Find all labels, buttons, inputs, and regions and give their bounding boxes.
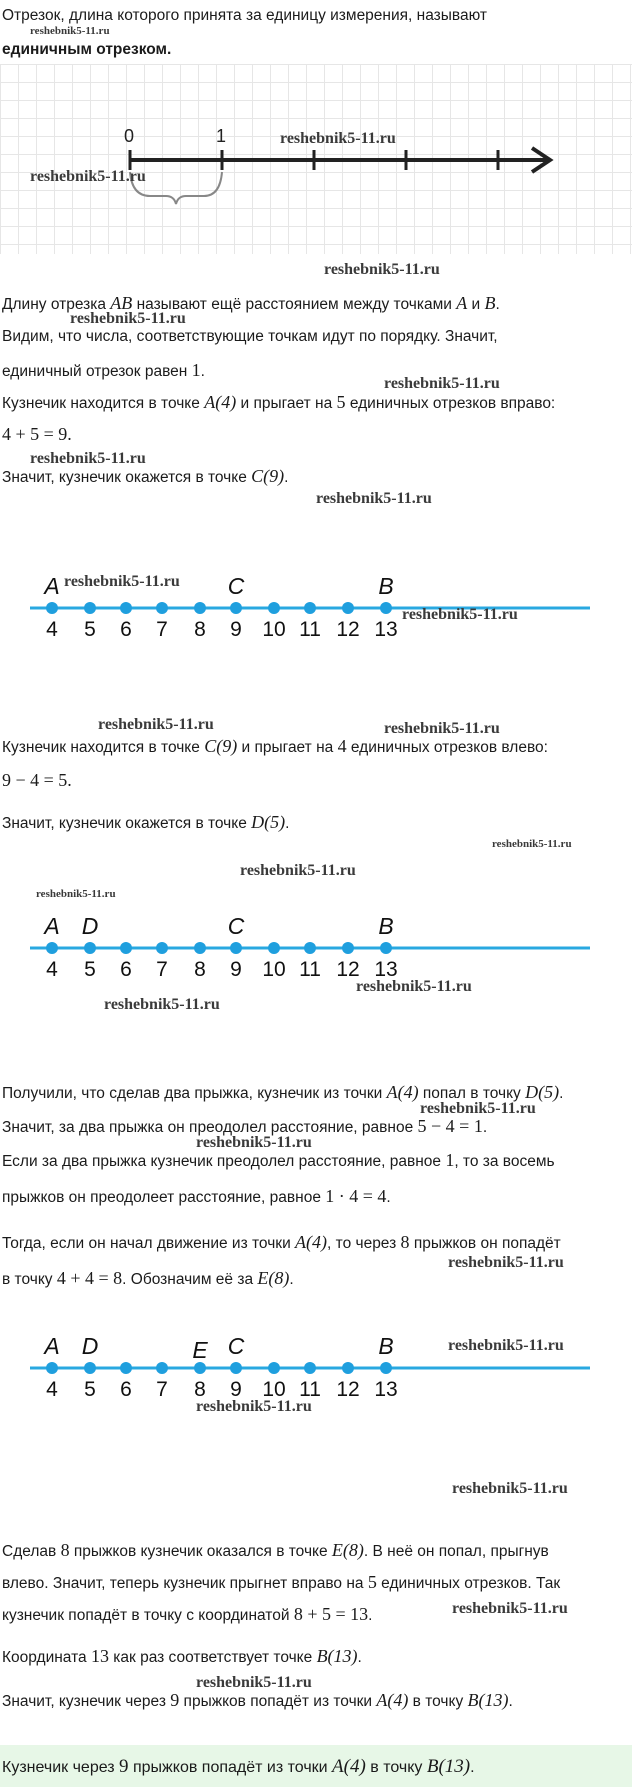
watermark: reshebnik5-11.ru — [316, 490, 432, 507]
watermark: reshebnik5-11.ru — [448, 1254, 564, 1271]
tick-label-10: 10 — [262, 1378, 286, 1401]
tick-label-7: 7 — [156, 618, 168, 641]
tick-label-9: 9 — [230, 958, 242, 981]
label-0: 0 — [124, 126, 135, 146]
number-line-3-svg — [0, 1315, 632, 1435]
intro-line-2: единичным отрезком. — [2, 41, 172, 58]
watermark: reshebnik5-11.ru — [70, 310, 186, 327]
tick-label-4: 4 — [46, 958, 58, 981]
point-9 — [230, 942, 242, 954]
answer-box — [0, 1745, 632, 1787]
text-line: Значит, кузнечик через 9 прыжков попадёт из точки A(4) в точку B(13). — [2, 1690, 513, 1710]
watermark: reshebnik5-11.ru — [36, 888, 116, 900]
tick-label-11: 11 — [299, 1378, 321, 1401]
text-line: в точку 4 + 4 = 8. Обозначим её за E(8). — [2, 1268, 294, 1288]
watermark: reshebnik5-11.ru — [492, 838, 572, 850]
intro-line-1: Отрезок, длина которого принята за единицу измерения, называют — [2, 7, 487, 24]
point-9 — [230, 1362, 242, 1374]
watermark: reshebnik5-11.ru — [30, 450, 146, 467]
point-label-E: E — [192, 1337, 208, 1363]
point-5 — [84, 602, 96, 614]
text-line: Длину отрезка AB называют ещё расстоянием между точками A и B. — [2, 293, 500, 313]
watermark: reshebnik5-11.ru — [240, 862, 356, 879]
point-11 — [304, 602, 316, 614]
point-8 — [194, 1362, 206, 1374]
number-line-3 — [0, 1315, 632, 1435]
number-line-2-svg — [0, 895, 632, 1015]
tick-label-5: 5 — [84, 958, 96, 981]
tick-label-6: 6 — [120, 618, 132, 641]
tick-label-12: 12 — [336, 1378, 360, 1401]
text-line: Кузнечик находится в точке A(4) и прыгает на 5 единичных отрезков вправо: — [2, 392, 556, 412]
text-line: Если за два прыжка кузнечик преодолел расстояние, равное 1, то за восемь — [2, 1150, 555, 1170]
watermark: reshebnik5-11.ru — [420, 1100, 536, 1117]
watermark: reshebnik5-11.ru — [30, 168, 146, 185]
point-label-B: B — [378, 1333, 394, 1359]
tick-label-10: 10 — [262, 618, 286, 641]
point-label-A: A — [44, 1333, 60, 1359]
text-line: 9 − 4 = 5. — [2, 770, 72, 790]
text-line: единичный отрезок равен 1. — [2, 360, 205, 380]
point-label-B: B — [378, 913, 394, 939]
text-line: Значит, кузнечик окажется в точке C(9). — [2, 466, 289, 486]
tick-label-12: 12 — [336, 618, 360, 641]
tick-label-7: 7 — [156, 958, 168, 981]
tick-label-7: 7 — [156, 1378, 168, 1401]
text-line: кузнечик попадёт в точку с координатой 8 + 5 = 13. — [2, 1604, 373, 1624]
point-5 — [84, 1362, 96, 1374]
text-line: Получили, что сделав два прыжка, кузнечик из точки A(4) попал в точку D(5). — [2, 1082, 564, 1102]
point-label-B: B — [378, 573, 394, 599]
point-4 — [46, 602, 58, 614]
watermark: reshebnik5-11.ru — [384, 720, 500, 737]
tick-label-11: 11 — [299, 958, 321, 981]
tick-label-13: 13 — [374, 1378, 398, 1401]
point-13 — [380, 1362, 392, 1374]
text-line: Значит, за два прыжка он преодолел расстояние, равное 5 − 4 = 1. — [2, 1116, 488, 1136]
tick-label-12: 12 — [336, 958, 360, 981]
point-6 — [120, 1362, 132, 1374]
text-line: Сделав 8 прыжков кузнечик оказался в точке E(8). В неё он попал, прыгнув — [2, 1540, 549, 1560]
text-line: Тогда, если он начал движение из точки A(4), то через 8 прыжков он попадёт — [2, 1232, 561, 1252]
tick-label-6: 6 — [120, 1378, 132, 1401]
tick-label-5: 5 — [84, 618, 96, 641]
tick-label-4: 4 — [46, 1378, 58, 1401]
text-line: Координата 13 как раз соответствует точке B(13). — [2, 1646, 362, 1666]
text-line: 4 + 5 = 9. — [2, 424, 72, 444]
point-13 — [380, 602, 392, 614]
tick-label-10: 10 — [262, 958, 286, 981]
point-label-A: A — [44, 573, 60, 599]
point-5 — [84, 942, 96, 954]
point-12 — [342, 602, 354, 614]
unit-segment-diagram — [0, 64, 632, 254]
watermark: reshebnik5-11.ru — [104, 996, 220, 1013]
watermark: reshebnik5-11.ru — [452, 1480, 568, 1497]
text-line: прыжков он преодолеет расстояние, равное 1 · 4 = 4. — [2, 1186, 391, 1206]
point-label-D: D — [81, 1333, 99, 1359]
point-6 — [120, 602, 132, 614]
watermark: reshebnik5-11.ru — [402, 606, 518, 623]
tick-label-4: 4 — [46, 618, 58, 641]
point-11 — [304, 942, 316, 954]
point-label-D: D — [81, 913, 99, 939]
point-label-C: C — [227, 573, 245, 599]
watermark: reshebnik5-11.ru — [280, 130, 396, 147]
point-label-C: C — [227, 1333, 245, 1359]
text-line: Видим, что числа, соответствующие точкам идут по порядку. Значит, — [2, 328, 498, 345]
text-line: Значит, кузнечик окажется в точке D(5). — [2, 812, 290, 832]
point-label-C: C — [227, 913, 245, 939]
watermark: reshebnik5-11.ru — [98, 716, 214, 733]
point-9 — [230, 602, 242, 614]
answer-text: Кузнечик через 9 прыжков попадёт из точки A(4) в точку B(13). — [2, 1756, 475, 1777]
label-1: 1 — [216, 126, 227, 146]
point-4 — [46, 942, 58, 954]
tick-label-8: 8 — [194, 1378, 206, 1401]
point-7 — [156, 1362, 168, 1374]
point-12 — [342, 942, 354, 954]
watermark: reshebnik5-11.ru — [324, 261, 440, 278]
unit-segment-svg — [0, 64, 632, 254]
point-7 — [156, 602, 168, 614]
point-8 — [194, 942, 206, 954]
tick-label-11: 11 — [299, 618, 321, 641]
tick-label-13: 13 — [374, 958, 398, 981]
tick-label-13: 13 — [374, 618, 398, 641]
point-11 — [304, 1362, 316, 1374]
watermark: reshebnik5-11.ru — [384, 375, 500, 392]
watermark: reshebnik5-11.ru — [196, 1674, 312, 1691]
tick-label-8: 8 — [194, 618, 206, 641]
tick-label-5: 5 — [84, 1378, 96, 1401]
watermark: reshebnik5-11.ru — [196, 1134, 312, 1151]
point-12 — [342, 1362, 354, 1374]
watermark: reshebnik5-11.ru — [30, 25, 110, 37]
point-10 — [268, 1362, 280, 1374]
point-8 — [194, 602, 206, 614]
tick-label-6: 6 — [120, 958, 132, 981]
tick-label-9: 9 — [230, 618, 242, 641]
watermark: reshebnik5-11.ru — [448, 1337, 564, 1354]
number-line-2 — [0, 895, 632, 1015]
watermark: reshebnik5-11.ru — [64, 573, 180, 590]
point-13 — [380, 942, 392, 954]
watermark: reshebnik5-11.ru — [356, 978, 472, 995]
watermark: reshebnik5-11.ru — [452, 1600, 568, 1617]
text-line: влево. Значит, теперь кузнечик прыгнет вправо на 5 единичных отрезков. Так — [2, 1572, 561, 1592]
point-7 — [156, 942, 168, 954]
tick-label-9: 9 — [230, 1378, 242, 1401]
point-label-A: A — [44, 913, 60, 939]
watermark: reshebnik5-11.ru — [196, 1398, 312, 1415]
point-4 — [46, 1362, 58, 1374]
text-line: Кузнечик находится в точке C(9) и прыгает на 4 единичных отрезков влево: — [2, 736, 548, 756]
tick-label-8: 8 — [194, 958, 206, 981]
point-10 — [268, 602, 280, 614]
point-10 — [268, 942, 280, 954]
point-6 — [120, 942, 132, 954]
